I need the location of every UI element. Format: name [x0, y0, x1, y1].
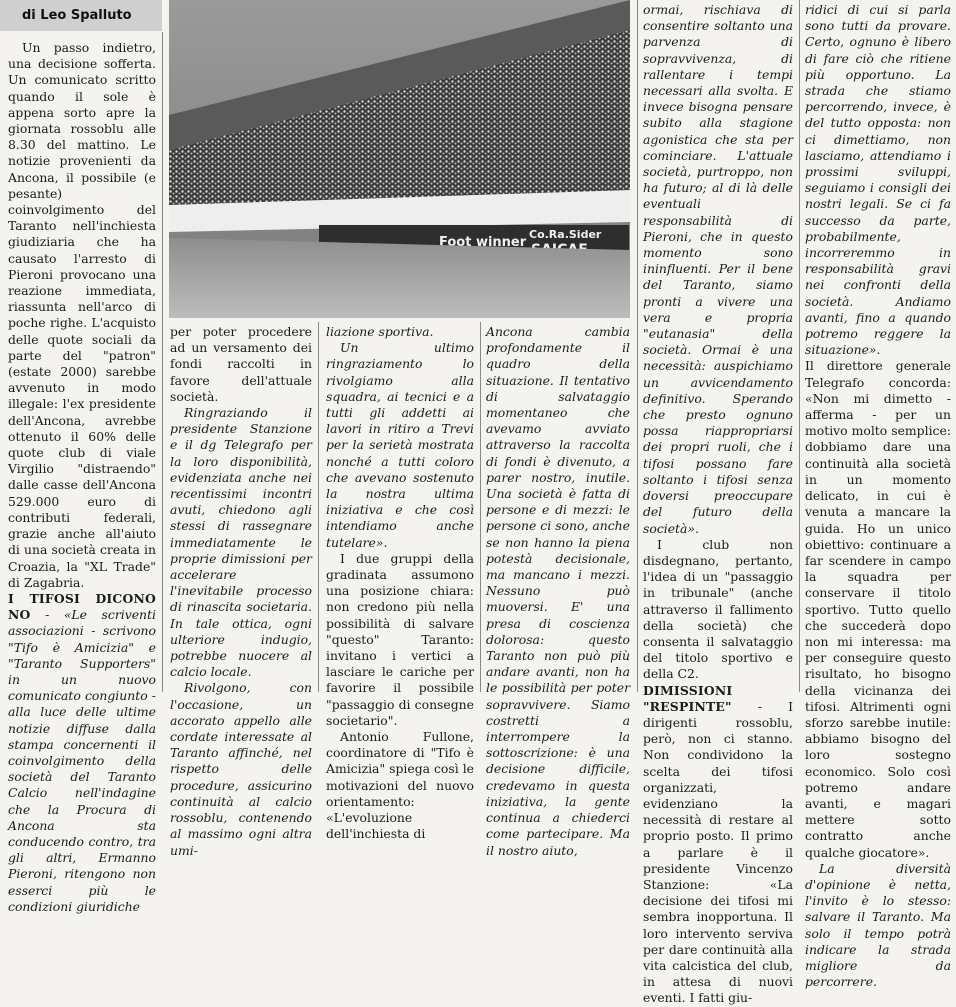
subhead-dimissioni: DIMISSIONI "RESPINTE" — [643, 682, 733, 714]
col1-paragraph-1: Un passo indietro, una decisione sofferta. Un comunicato scritto quando il sole è appena sorto apre la giornata rossoblu alle 8.30 del mattino. Le notizie provenienti da Ancona, il possibile (e pesante) coinvolgimento del Taranto nell'inchiesta giudiziaria che ha causato l'arresto di Pieroni provocano una reazione immediata, riassunta nell'arco di poche righe. L'acquisto delle quote sociali da parte del "patron" (estate 2000) sarebbe avvenuto in modo illegale: l'ex presidente dell'Ancona, avrebbe ottenuto il 60% delle quote club di viale Virgilio "distraendo" dalle casse dell'Ancona 529.000 euro di contributi federali, grazie anche all'aiuto di una società creata in Croazia, la "XL Trade" di Zagabria. — [8, 40, 156, 590]
byline: di Leo Spalluto — [22, 8, 132, 23]
col2-paragraph-3: Rivolgono, con l'occasione, un accorato appello alle cordate interessate al Taranto affinché, nel rispetto delle procedure, assicurino continuità al calcio rossoblu, contenendo al massimo ogni altra umi- — [170, 680, 312, 858]
column-rule — [637, 0, 638, 692]
col4-paragraph-1: Ancona cambia profondamente il quadro della situazione. Il tentativo di salvataggio momentaneo che avevamo avviato attraverso la raccolta di fondi è divenuto, a parer nostro, inutile. Una società è fatta di persone e di mezzi: le persone ci sono, anche se non hanno la piena potestà decisionale, ma mancano i mezzi. Nessuno può muoversi. E' una presa di coscienza dolorosa: questo Taranto non può più andare avanti, non ha le possibilità per poter sopravvivere. Siamo costretti a interrompere la sottoscrizione: è una decisione difficile, credevamo in questa iniziativa, la gente continua a chiederci come partecipare. Ma il nostro aiuto, — [486, 324, 630, 858]
column-3 — [326, 324, 474, 842]
col6-paragraph-1: ridici di cui si parla sono tutti da provare. Certo, ognuno è libero di fare ciò che ritiene più opportuno. La strada che stiamo percorrendo, invece, è del tutto opposta: non ci dimettiamo, non lasciamo, attendiamo i prossimi sviluppi, seguiamo i consigli dei nostri legali. Se ci fa successo da parte, probabilmente, incorreremmo in responsabilità gravi nei confronti della società. Andiamo avanti, fino a quando potremo reggere la situazione». — [805, 2, 951, 358]
col3-paragraph-1: liazione sportiva. — [326, 324, 434, 339]
column-rule — [799, 0, 800, 692]
column-4 — [486, 324, 630, 858]
col5-paragraph-2: I club non disdegnano, pertanto, l'idea di un "passaggio in tribunale" (anche attraverso il fallimento della società) che consenta il salvataggio del titolo sportivo e della C2. — [643, 536, 793, 682]
column-2 — [170, 324, 312, 858]
subhead-tifosi: I TIFOSI DICONO NO — [8, 590, 156, 623]
stadium-photo — [169, 0, 630, 318]
col6-paragraph-3: La diversità d'opinione è netta, l'invito è lo stesso: salvare il Taranto. Ma solo il tempo potrà indicare la strada migliore da percorrere. — [805, 860, 951, 990]
column-rule — [162, 32, 163, 692]
col3-paragraph-3: I due gruppi della gradinata assumono una posizione chiara: non credono più nella possibilità di salvare "questo" Taranto: invitano i vertici a lasciare le cariche per favorire il possibile "passaggio di consegne societario". — [326, 550, 474, 728]
col3-paragraph-4: Antonio Fullone, coordinatore di "Tifo è Amicizia" spiega così le motivazioni del nuovo orientamento: «L'evoluzione dell'inchiesta di — [326, 729, 474, 842]
column-1 — [8, 40, 156, 914]
col3-paragraph-2: Un ultimo ringraziamento lo rivolgiamo alla squadra, ai tecnici e a tutti gli addetti ai lavori in ritiro a Trevi per la serietà mostrata nonché a tutti coloro che avevano sostenuto la nostra ultima iniziativa e che così intendiamo anche tutelare». — [326, 340, 474, 550]
column-rule — [480, 322, 481, 692]
col2-paragraph-1: per poter procedere ad un versamento dei fondi raccolti in favore dell'attuale società. — [170, 324, 312, 404]
column-rule — [318, 322, 319, 692]
column-6 — [805, 2, 951, 990]
col5-paragraph-3: - I dirigenti rossoblu, però, non ci stanno. Non condividono la scelta dei tifosi organizzati, evidenziano la necessità di restare al proprio posto. Il primo a parlare è il presidente Vincenzo Stanzione: «La decisione dei tifosi mi sembra inopportuna. Il loro intervento serviva per dare continuità alla vita calcistica del club, in attesa di nuovi eventi. I fatti giu- — [643, 698, 793, 1006]
col5-paragraph-1: ormai, rischiava di consentire soltanto una parvenza di sopravvivenza, di rallentare i tempi necessari alla svolta. E invece bisogna pensare subito alla stagione agonistica che sta per cominciare. L'attuale società, purtroppo, non ha futuro; al di là delle eventuali responsabilità di Pieroni, che in questo momento sono ininfluenti. Per il bene del Taranto, siamo pronti a vivere una vera e propria "eutanasia" della società. Ormai è una necessità: auspichiamo un avvicendamento definitivo. Sperando che presto ognuno possa riappropriarsi dei propri ruoli, che i tifosi possano fare soltanto i tifosi senza doversi preoccupare del futuro della società». — [643, 2, 793, 536]
col1-paragraph-2: - «Le scriventi associazioni - scrivono "Tifo è Amicizia" e "Taranto Supporters" in un nuovo comunicato congiunto - alla luce delle ultime notizie diffuse dalla stampa concernenti il coinvolgimento della società del Taranto Calcio nell'indagine che la Procura di Ancona sta conducendo contro, tra gli altri, Ermanno Pieroni, ritengono non esserci più le condizioni giuridiche — [8, 607, 156, 914]
banner-corasider: Co.Ra.Sider — [529, 228, 602, 241]
col6-paragraph-2: Il direttore generale Telegrafo concorda: «Non mi dimetto - afferma - per un motivo molto semplice: dobbiamo dare una continuità alla società in un momento delicato, in cui è venuta a mancare la guida. Ho un unico obiettivo: continuare a far scendere in campo la squadra per conservare il titolo sportivo. Tutto quello che succederà dopo non mi interessa: ma per conseguire questo risultato, ho bisogno della vicinanza dei tifosi. Altrimenti ogni sforzo sarebbe inutile: abbiamo bisogno del loro sostegno economico. Solo così potremo andare avanti, e magari mettere sotto contratto anche qualche giocatore». — [805, 358, 951, 860]
banner-foot-winner: Foot winner — [439, 235, 527, 250]
col2-paragraph-2: Ringraziando il presidente Stanzione e il dg Telegrafo per la loro disponibilità, evidenziata anche nei recentissimi incontri avuti, chiedono agli stessi di rassegnare immediatamente le proprie dimissioni per accelerare l'inevitabile processo di rinascita societaria. In tale ottica, ogni ulteriore indugio, potrebbe nuocere al calcio locale. — [170, 405, 312, 680]
column-5 — [643, 2, 793, 1006]
byline-bar — [0, 0, 162, 31]
